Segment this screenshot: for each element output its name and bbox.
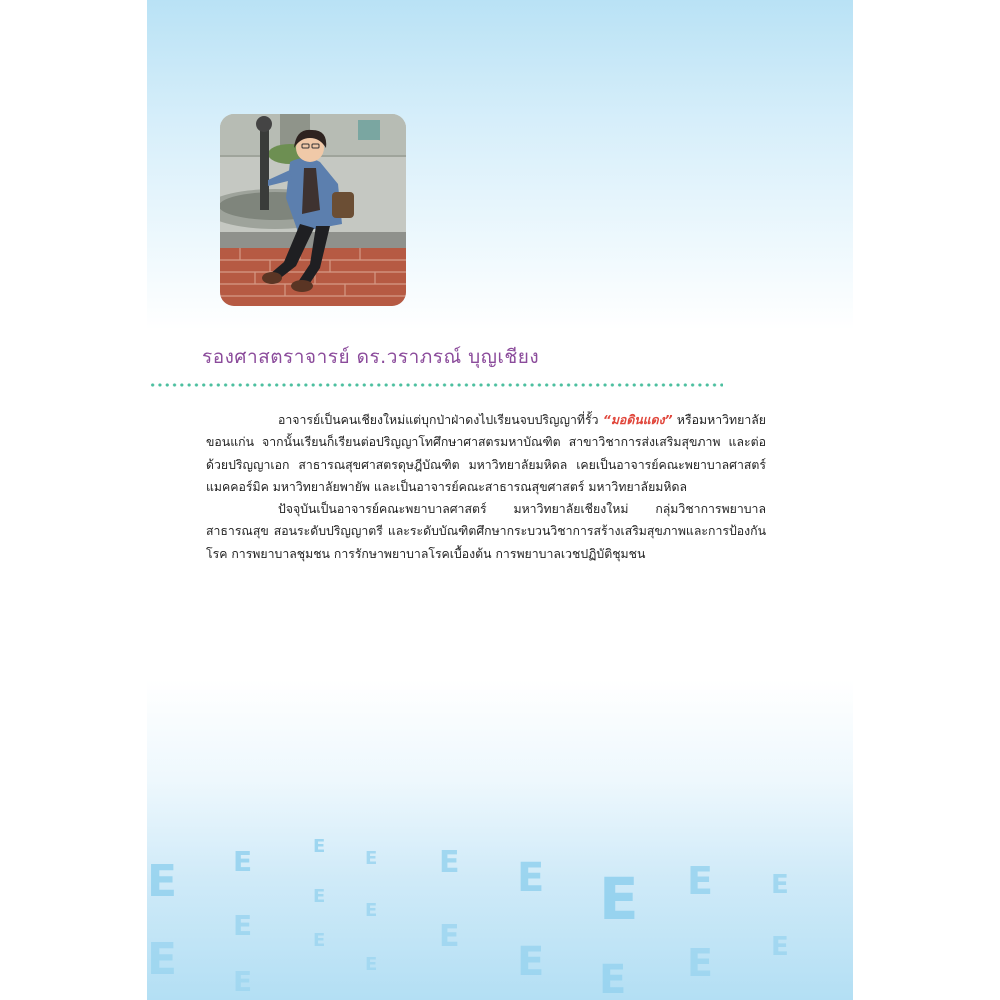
profile-photo xyxy=(220,114,406,306)
decor-glyph: E xyxy=(599,865,639,933)
bio-text xyxy=(206,409,766,565)
decor-glyph: E xyxy=(365,900,378,921)
decor-glyph: E xyxy=(233,845,253,878)
bio-paragraph-1-text-continued: หรือมหาวิทยาลัยขอนแก่น จากนั้นเรียนก็เรียนต่อปริญญาโทศึกษาศาสตรมหาบัณฑิต สาขาวิชาการส่งเสริมสุขภาพ และต่อด้วยปริญญาเอก สาธารณสุขศาสตรดุษฎีบัณฑิต มหาวิทยาลัยมหิดล เคยเป็นอาจารย์คณะพยาบาลศาสตร์แมคคอร์มิค มหาวิทยาลัยพายัพ และเป็นอาจารย์คณะสาธารณสุขศาสตร์ มหาวิทยาลัยมหิดล xyxy=(206,413,767,494)
decor-glyph: E xyxy=(687,941,713,985)
bio-paragraph-1-text: อาจารย์เป็นคนเชียงใหม่แต่บุกป่าฝ่าดงไปเรียนจบปริญญาที่รั้ว xyxy=(278,413,603,427)
decor-glyph: E xyxy=(313,930,326,951)
decor-glyph: E xyxy=(147,934,178,985)
decor-glyph: E xyxy=(365,848,378,869)
decor-glyph: E xyxy=(313,886,326,907)
decor-glyph: E xyxy=(439,845,460,880)
book-page xyxy=(147,0,853,1000)
bio-paragraph-2: ปัจจุบันเป็นอาจารย์คณะพยาบาลศาสตร์ มหาวิทยาลัยเชียงใหม่ กลุ่มวิชาการพยาบาลสาธารณสุข สอนระดับปริญญาตรี และระดับบัณฑิตศึกษากระบวนวิชาการสร้างเสริมสุขภาพและการป้องกันโรค การพยาบาลชุมชน การรักษาพยาบาลโรคเบื้องต้น การพยาบาลเวชปฏิบัติชุมชน xyxy=(206,502,766,561)
decor-glyph: E xyxy=(233,909,253,942)
dotted-divider xyxy=(149,383,723,387)
decor-glyph: E xyxy=(599,957,627,1000)
decor-glyph: E xyxy=(313,836,326,857)
decor-glyph: E xyxy=(517,855,545,901)
decor-glyph: E xyxy=(771,870,789,900)
bio-paragraph-1 xyxy=(206,409,766,498)
decor-glyph: E xyxy=(687,859,713,903)
portrait-image xyxy=(220,114,406,306)
highlight-nickname: “มอดินแดง” xyxy=(602,413,673,427)
decor-glyph: E xyxy=(771,932,789,962)
decor-glyph: E xyxy=(233,965,253,998)
decor-glyph: E xyxy=(439,919,460,954)
decor-glyph: E xyxy=(365,954,378,975)
decor-glyph: E xyxy=(147,856,178,907)
name-heading: รองศาสตราจารย์ ดร.วราภรณ์ บุญเชียง xyxy=(202,346,540,368)
decor-glyph: E xyxy=(517,939,545,985)
